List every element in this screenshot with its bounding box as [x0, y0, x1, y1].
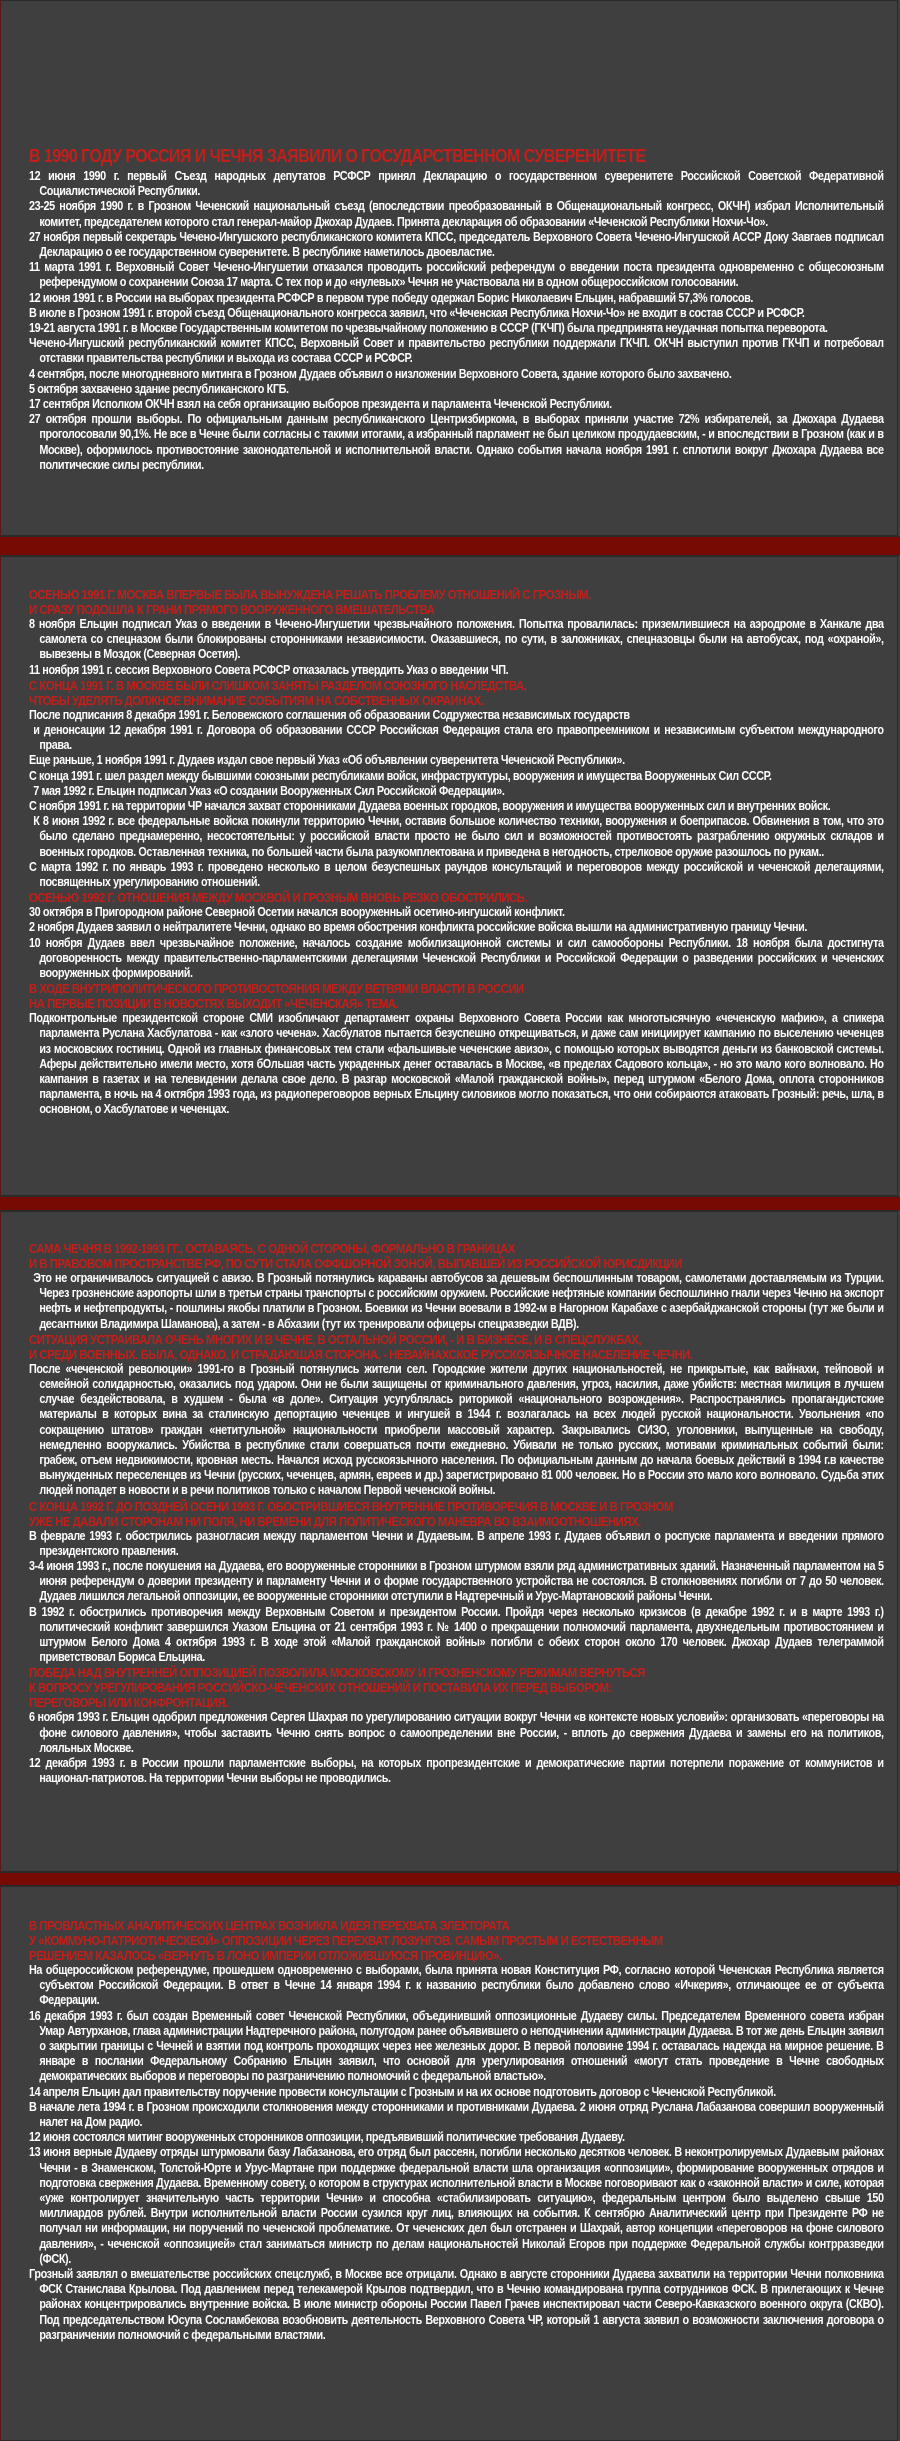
timeline-entry: С марта 1992 г. по январь 1993 г. проведено несколько в целом безуспешных раундов консультаций и переговоров между российской и чеченской делегациями, посвященных урегулированию отношений. [29, 859, 884, 890]
timeline-entry: 10 ноября Дудаев ввел чрезвычайное положение, началось создание мобилизационной системы и сил самообороны Республики. 18 ноября была достигнута договоренность между правительственно-парламентскими делегациями Чеченской Республики и Российской Федерации о разведении российских и чеченских вооруженных формирований. [29, 935, 884, 981]
red-divider-band [0, 1196, 900, 1211]
timeline-entry: 12 июня состоялся митинг вооруженных сторонников оппозиции, предъявивший политические требования Дудаеву. [29, 2130, 625, 2145]
section-heading: СИТУАЦИЯ УСТРАИВАЛА ОЧЕНЬ МНОГИХ И В ЧЕЧНЕ, В ОСТАЛЬНОЙ РОССИИ, - И В БИЗНЕСЕ, И В СПЕЦСЛУЖБАХ, [29, 1331, 642, 1347]
timeline-entry: 19-21 августа 1991 г. в Москве Государственным комитетом по чрезвычайному положению в СССР (ГКЧП) была предпринята неудачная попытка переворота. [29, 321, 828, 336]
section-1991-1993 [0, 556, 898, 1196]
timeline-entry: В июле в Грозном 1991 г. второй съезд Общенационального конгресса заявил, что «Чеченская Республика Нохчи-Чо» не входит в состав СССР и РСФСР. [29, 305, 805, 320]
section-heading: И СРЕДИ ВОЕННЫХ. БЫЛА, ОДНАКО, И СТРАДАЮЩАЯ СТОРОНА, - НЕВАЙНАХСКОЕ РУССКОЯЗЫЧНОЕ НАСЕЛЕНИЕ ЧЕЧНИ. [29, 1346, 693, 1362]
timeline-entry: После «чеченской революции» 1991-го в Грозный потянулись жители сел. Городские жители других национальностей, не прикрытые, как вайнахи, тейповой и семейной солидарностью, оказались под ударом. Они не были защищены от криминального давления, угроз, насилия, даже убийств: местная милиция в лучшем случае бездействовала, в худшем - была «в доле». Ситуация усугублялась риторикой «национального возрождения». Распространялись пропагандистские материалы в которых вина за сталинскую депортацию чеченцев и ингушей в 1944 г. возлагалась на всех людей русской национальности. Увольнения «по сокращению штатов» граждан «нетитульной» национальности приобрели массовый характер. Закрывались СИЗО, уголовники, выпущенные на свободу, немедленно вооружались. Убийства в республике стали совершаться почти ежедневно. Убивали не только русских, мотивами криминальных событий были: грабеж, отъем недвижимости, кровная месть. Начался исход русскоязычного населения. По официальным данным до начала боевых действий в 1994 г.в качестве вынужденных переселенцев из Чечни (русских, чеченцев, армян, евреев и др.) зарегистрировано 81 000 человек. Но в России это мало кого волновало. Судьба этих людей попадет в новости и в речи политиков только с началом Первой чеченской войны. [29, 1361, 884, 1498]
timeline-entry: и денонсации 12 декабря 1991 г. Договора об образовании СССР Российская Федерация стала его правопреемником и независимым субъектом международного права. [33, 723, 884, 753]
timeline-entry: 16 декабря 1993 г. был создан Временный совет Чеченской Республики, объединивший оппозиционные Дудаеву силы. Председателем Временного совета избран Умар Автурханов, глава администрации Надтеречного района, полугодом ранее объявившего о неподчинении администрации Дудаева. В тот же день Ельцин заявил о закрытии границы с Чечней и взятии под контроль проходящих через нее железных дорог. В первой половине 1994 г. оставалась надежда на мирное решение. В январе в послании Федеральному Собранию Ельцин заявил, что основой для урегулирования отношений «могут стать проведение в Чечне свободных демократических выборов и переговоры по разграничению полномочий с федеральной властью». [29, 2008, 884, 2084]
section-heading: ОСЕНЬЮ 1992 Г. ОТНОШЕНИЯ МЕЖДУ МОСКВОЙ И ГРОЗНЫМ ВНОВЬ РЕЗКО ОБОСТРИЛИСЬ. [29, 890, 528, 906]
timeline-entry: В начале лета 1994 г. в Грозном происходили столкновения между сторонниками и противниками Дудаева. 2 июня отряд Руслана Лабазанова совершил вооруженный налет на Дом радио. [29, 2099, 884, 2130]
timeline-entry: 7 мая 1992 г. Ельцин подписал Указ «О создании Вооруженных Сил Российской Федерации». [33, 783, 505, 798]
section-heading: У «КОММУНО-ПАТРИОТИЧЕСКЕОЙ» ОППОЗИЦИИ ЧЕРЕЗ ПЕРЕХВАТ ЛОЗУНГОВ. САМЫМ ПРОСТЫМ И ЕСТЕСТВЕННЫМ [29, 1933, 663, 1948]
section-heading: С КОНЦА 1991 Г. В МОСКВЕ БЫЛИ СЛИШКОМ ЗАНЯТЫ РАЗДЕЛОМ СОЮЗНОГО НАСЛЕДСТВА, [29, 677, 527, 693]
timeline-entry: 17 сентября Исполком ОКЧН взял на себя организацию выборов президента и парламента Чеченской Республики. [29, 397, 612, 412]
timeline-entry: На общероссийском референдуме, прошедшем одновременно с выборами, была принята новая Конституция РФ, согласно которой Чеченская Республика является субъектом Российской Федерации. В ответ в Чечне 14 января 1994 г. к названию республики было добавлено слово «Ичкерия», отличающее ее от субъекта Федерации. [29, 1963, 884, 2008]
timeline-entry: С конца 1991 г. шел раздел между бывшими союзными республиками войск, инфраструктуры, вооружения и имущества Вооруженных Сил СССР. [29, 768, 772, 783]
section-heading: РЕШЕНИЕМ КАЗАЛОСЬ «ВЕРНУТЬ В ЛОНО ИМПЕРИИ ОТЛОЖИВШУЮСЯ ПРОВИНЦИЮ». [29, 1948, 502, 1963]
timeline-entry: 11 марта 1991 г. Верховный Совет Чечено-Ингушетии отказался проводить российский референдум о введении поста президента одновременно с общесоюзным референдумом о сохранении Союза 17 марта. С тех пор и до «нулевых» Чечня не участвовала ни в одном общероссийском голосовании. [29, 260, 884, 290]
section-heading: В 1990 ГОДУ РОССИЯ И ЧЕЧНЯ ЗАЯВИЛИ О ГОСУДАРСТВЕННОМ СУВЕРЕНИТЕТЕ [29, 145, 646, 166]
timeline-entry: 13 июня верные Дудаеву отряды штурмовали базу Лабазанова, его отряд был рассеян, погибли несколько десятков человек. В неконтролируемых Дудаевым районах Чечни - в Знаменском, Толстой-Юрте и Урус-Мартане при поддержке федеральной власти шла организация «оппозиции», формирование вооруженных отрядов и подготовка свержения Дудаева. Временному совету, о котором в структурах исполнительной власти в Москве поговоривают как о «законной власти» и силе, которая «уже контролирует значительную часть территории Чечни» и способна «стабилизировать ситуацию», федеральным центром было выделено свыше 150 миллиардов рублей. Внутри исполнительной власти России сузился круг лиц, влияющих на события. К сентябрю Аналитический центр при Президенте РФ не получал ни информации, ни поручений по чеченской проблематике. От чеченских дел был отстранен и Шахрай, автор концепции «переговоров на фоне силового давления», - чеченской «оппозицией» стал заниматься министр по делам национальностей Николай Егоров при поддержке Федеральной службы контрразведки (ФСК). [29, 2145, 884, 2266]
timeline-entry: 4 сентября, после многодневного митинга в Грозном Дудаев объявил о низложении Верховного Совета, здание которого было захвачено. [29, 366, 732, 381]
section-heading: НА ПЕРВЫЕ ПОЗИЦИИ В НОВОСТЯХ ВЫХОДИТ «ЧЕЧЕНСКАЯ» ТЕМА. [29, 996, 399, 1012]
timeline-entry: 14 апреля Ельцин дал правительству поручение провести консультации с Грозным и на их основе подготовить договор с Чеченской Республикой. [29, 2084, 776, 2099]
section-heading: САМА ЧЕЧНЯ В 1992-1993 ГГ., ОСТАВАЯСЬ, С ОДНОЙ СТОРОНЫ, ФОРМАЛЬНО В ГРАНИЦАХ [29, 1241, 515, 1256]
red-divider-band [0, 1872, 900, 1886]
section-heading: ОСЕНЬЮ 1991 Г. МОСКВА ВПЕРВЫЕ БЫЛА ВЫНУЖДЕНА РЕШАТЬ ПРОБЛЕМУ ОТНОШЕНИЙ С ГРОЗНЫМ, [29, 587, 591, 602]
timeline-entry: 27 октября прошли выборы. По официальным данным республиканского Центризбиркома, в выборах приняли участие 72% избирателей, за Джохара Дудаева проголосовали 90,1%. Не все в Чечне были согласны с такими итогами, а избранный парламент не был целиком продудаевским, - и впоследствии в Грозном (как и в Москве), оформилось противостояние законодательной и исполнительной власти. Однако события начала ноября 1991 г. сплотили вокруг Джохара Дудаева все политические силы республики. [29, 412, 884, 472]
timeline-entry: 12 июня 1990 г. первый Съезд народных депутатов РСФСР принял Декларацию о государственном суверенитете Российской Советской Федеративной Социалистической Республики. [29, 169, 884, 199]
section-heading: И В ПРАВОВОМ ПРОСТРАНСТВЕ РФ, ПО СУТИ СТАЛА ОФФШОРНОЙ ЗОНОЙ, ВЫПАВШЕЙ ИЗ РОССИЙСКОЙ ЮРИСДИКЦИИ [29, 1256, 682, 1271]
section-heading: УЖЕ НЕ ДАВАЛИ СТОРОНАМ НИ ПОЛЯ, НИ ВРЕМЕНИ ДЛЯ ПОЛИТИЧЕСКОГО МАНЕВРА ВО ВЗАИМООТНОШЕНИЯХ. [29, 1513, 641, 1529]
section-heading: ПОБЕДА НАД ВНУТРЕННЕЙ ОППОЗИЦИЕЙ ПОЗВОЛИЛА МОСКОВСКОМУ И ГРОЗНЕНСКОМУ РЕЖИМАМ ВЕРНУТЬСЯ [29, 1665, 645, 1681]
timeline-entry: Это не ограничивалось ситуацией с авизо. В Грозный потянулись караваны автобусов за дешевым беспошлинным товаром, самолетами доставляемым из Турции. Через грозненские аэропорты шли в третьи страны транспорты с российским оружием. Российские нефтяные компании беспошлинно гнали через Чечню на экспорт нефть и нефтепродукты, - пошлины якобы платили в Грозном. Боевики из Чечни воевали в 1992-м в Нагорном Карабахе с азербайджанской стороны (тут же были и десантники Владимира Шаманова), а затем - в Абхазии (тут их тренировали офицеры спецразведки ВДВ). [33, 1271, 884, 1331]
section-1993-1994-electorate [0, 1886, 898, 2441]
timeline-entry: 27 ноября первый секретарь Чечено-Ингушского республиканского комитета КПСС, председатель Верховного Совета Чечено-Ингушской АССР Доку Завгаев подписал Декларацию о ее государственном суверенитете. В республике наметилось двоевластие. [29, 229, 884, 260]
timeline-entry: С ноября 1991 г. на территории ЧР начался захват сторонниками Дудаева военных городков, вооружения и имущества вооруженных сил и внутренних войск. [29, 799, 831, 814]
timeline-entry: В феврале 1993 г. обострились разногласия между парламентом Чечни и Дудаевым. В апреле 1993 г. Дудаев объявил о роспуске парламента и введении прямого президентского правления. [29, 1528, 884, 1558]
section-heading: В ПРОВЛАСТНЫХ АНАЛИТИЧЕСКИХ ЦЕНТРАХ ВОЗНИКЛА ИДЕЯ ПЕРЕХВАТА ЭЛЕКТОРАТА [29, 1918, 510, 1933]
timeline-entry: К 8 июня 1992 г. все федеральные войска покинули территорию Чечни, оставив большое количество техники, вооружения и боеприпасов. Обвинения в том, что это было сделано преднамеренно, несостоятельны: у российской власти просто не было сил и возможностей противостоять разграблению окружных складов и военных городков. Оставленная техника, по большей части была разукомплектована и приведена в негодность, стрелковое оружие разошлось по рукам.. [33, 814, 884, 859]
section-heading: ЧТОБЫ УДЕЛЯТЬ ДОЛЖНОЕ ВНИМАНИЕ СОБЫТИЯМ НА СОБСТВЕННЫХ ОКРАИНАХ. [29, 692, 484, 708]
timeline-entry: Еще раньше, 1 ноября 1991 г. Дудаев издал свое первый Указ «Об объявлении суверенитета Чеченской Республики». [29, 753, 625, 768]
timeline-entry: 5 октября захвачено здание республиканского КГБ. [29, 381, 289, 396]
timeline-entry: 12 июня 1991 г. в России на выборах президента РСФСР в первом туре победу одержал Борис Николаевич Ельцин, набравший 57,3% голосов. [29, 290, 753, 305]
timeline-entry: 2 ноября Дудаев заявил о нейтралитете Чечни, однако во время обострения конфликта российские войска вышли на административную границу Чечни. [29, 920, 808, 935]
section-1992-1993-offshore [0, 1211, 898, 1872]
section-heading: В ХОДЕ ВНУТРИПОЛИТИЧЕСКОГО ПРОТИВОСТОЯНИЯ МЕЖДУ ВЕТВЯМИ ВЛАСТИ В РОССИИ [29, 981, 524, 997]
timeline-entry: 30 октября в Пригородном районе Северной Осетии начался вооруженный осетино-ингушский конфликт. [29, 905, 565, 920]
timeline-entry: 12 декабря 1993 г. в России прошли парламентские выборы, на которых пропрезидентские и демократические партии потерпели поражение от коммунистов и национал-патриотов. На территории Чечни выборы не проводились. [29, 1756, 884, 1786]
timeline-entry: Чечено-Ингушский республиканский комитет КПСС, Верховный Совет и правительство республики поддержали ГКЧП. ОКЧН выступил против ГКЧП и потребовал отставки правительства республики и выхода из состава СССР и РСФСР. [29, 336, 884, 366]
timeline-entry: В 1992 г. обострились противоречия между Верховным Советом и президентом России. Пройдя через несколько кризисов (в декабре 1992 г. и в марте 1993 г.) политический конфликт завершился Указом Ельцина от 21 сентября 1993 г. № 1400 о прекращении полномочий парламента, двухнедельным противостоянием и штурмом Белого Дома 4 октября 1993 г. В ходе этой «Малой гражданской войны» погибли с обеих сторон около 170 человек. Джохар Дудаев телеграммой приветствовал Бориса Ельцина. [29, 1604, 884, 1665]
red-divider-band [0, 536, 900, 556]
timeline-entry: Подконтрольные президентской стороне СМИ изобличают департамент охраны Верховного Совета России как многотысячную «чеченскую мафию», а спикера парламента Руслана Хасбулатова - как «злого чечена». Хасбулатов пытается безуспешно открещиваться, и даже сам инициирует кампанию по выселению чеченцев из московских гостиниц. Одной из главных финансовых тем стали «фальшивые чеченские авизо», с помощью которых выводятся деньги из банковской системы. Аферы действительно имели место, хотя бОльшая часть украденных денег оставалась в Москве, «в пределах Садового кольца», - но это мало кого волновало. Но кампания в газетах и на телевидении делала свое дело. В разгар московской «Малой гражданской войны», перед штурмом «Белого Дома, оплота сторонников парламента, в ночь на 4 октября 1993 года, из радиопереговоров верных Ельцину силовиков могло показаться, что они собираются атаковать Грозный: речь, шла, в основном, о Хасбулатове и чеченцах. [29, 1011, 884, 1117]
section-heading: И СРАЗУ ПОДОШЛА К ГРАНИ ПРЯМОГО ВООРУЖЕННОГО ВМЕШАТЕЛЬСТВА [29, 602, 435, 617]
timeline-entry: 23-25 ноября 1990 г. в Грозном Чеченский национальный съезд (впоследствии преобразованный в Общенациональный конгресс, ОКЧН) избрал Исполнительный комитет, председателем которого стал генерал-майор Джохар Дудаев. Принята декларация об образовании «Чеченской Республики Нохчи-Чо». [29, 199, 884, 229]
timeline-entry: 11 ноября 1991 г. сессия Верховного Совета РСФСР отказалась утвердить Указ о введении ЧП. [29, 662, 509, 677]
timeline-entry: 6 ноября 1993 г. Ельцин одобрил предложения Сергея Шахрая по урегулированию ситуации вокруг Чечни «в контексте новых условий»: организовать «переговоры на фоне силового давления», чтобы заставить Чечню снять вопрос о самоопределении вне России, - вплоть до свержения Дудаева и замены его на политиков, лояльных Москве. [29, 1710, 884, 1755]
timeline-entry: 8 ноября Ельцин подписал Указ о введении в Чечено-Ингушетии чрезвычайного положения. Попытка провалилась: приземлившиеся на аэродроме в Ханкале два самолета со спецназом были блокированы сторонниками независимости. Оказавшиеся, по сути, в заложниках, спецназовцы были на автобусах, под «охраной», вывезены в Моздок (Северная Осетия). [29, 617, 884, 662]
section-heading: С КОНЦА 1992 Г. ДО ПОЗДНЕЙ ОСЕНИ 1993 Г. ОБОСТРИВШИЕСЯ ВНУТРЕННИЕ ПРОТИВОРЕЧИЯ В МОСКВЕ И В ГРОЗНОМ [29, 1498, 673, 1514]
section-heading: К ВОПРОСУ УРЕГУЛИРОВАНИЯ РОССИЙСКО-ЧЕЧЕНСКИХ ОТНОШЕНИЙ И ПОСТАВИЛА ИХ ПЕРЕД ВЫБОРОМ: [29, 1680, 612, 1696]
timeline-entry: 3-4 июня 1993 г., после покушения на Дудаева, его вооруженные сторонники в Грозном штурмом взяли ряд административных зданий. Назначенный парламентом на 5 июня референдум о доверии президенту и парламенту Чечни и о форме государственного устройства не состоялся. В столкновениях погибли от 7 до 50 человек. Дудаев лишился легальной оппозиции, ее вооруженные сторонники отступили в Надтеречный и Урус-Мартановский районы Чечни. [29, 1559, 884, 1604]
timeline-entry: Грозный заявлял о вмешательстве российских спецслужб, в Москве все отрицали. Однако в августе сторонники Дудаева захватили на территории Чечни полковника ФСК Станислава Крылова. Под давлением перед телекамерой Крылов подтвердил, что в Чечню командирована группа сотрудников ФСК. В прилегающих к Чечне районах концентрировались внутренние войска. В июле министр обороны России Павел Грачев инспектировал части Северо-Кавказского военного округа (СКВО). Под председательством Юсупа Сосламбекова возобновить деятельность Верховного Совета ЧР, который 1 августа заявил о возможности заключения договора о разграничении полномочий с федеральными властями. [29, 2267, 884, 2342]
timeline-entry: После подписания 8 декабря 1991 г. Беловежского соглашения об образовании Содружества независимых государств [29, 707, 630, 722]
section-1990-sovereignty [0, 0, 898, 536]
section-heading: ПЕРЕГОВОРЫ ИЛИ КОНФРОНТАЦИЯ. [29, 1695, 228, 1711]
